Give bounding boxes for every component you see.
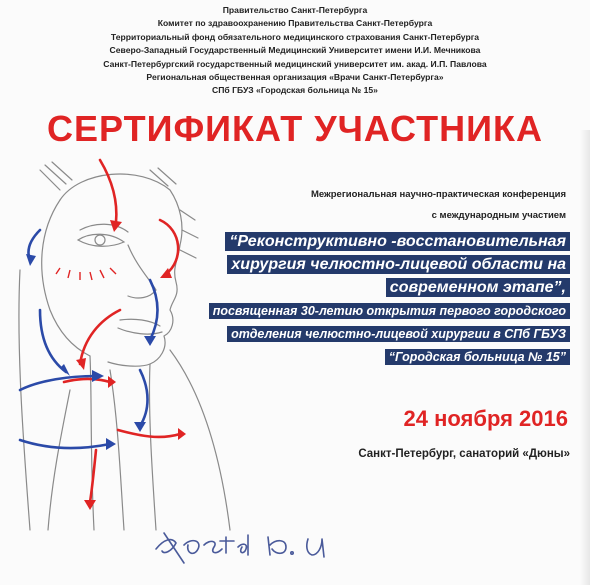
conference-name-block xyxy=(209,232,570,370)
organizer-line: Региональная общественная организация «Врачи Санкт-Петербурга» xyxy=(146,72,444,83)
conference-name-line: хирургия челюстно-лицевой области на xyxy=(227,255,570,274)
dedication-line: отделения челюстно-лицевой хирургии в СПб ГБУЗ xyxy=(227,326,570,342)
organizer-line: Правительство Санкт-Петербурга xyxy=(222,5,368,15)
organizer-line: Санкт-Петербургский государственный медицинский университет им. акад. И.П. Павлова xyxy=(103,58,487,69)
organizer-line: Территориальный фонд обязательного медицинского страхования Санкт-Петербурга xyxy=(110,31,480,42)
conference-type-line: Межрегиональная научно-практическая конференция xyxy=(310,189,566,200)
dedication-line: “Городская больница № 15” xyxy=(385,349,570,365)
organizer-line: СПб ГБУЗ «Городская больница № 15» xyxy=(212,85,378,96)
conference-name-line: современном этапе”, xyxy=(386,278,570,297)
conference-type-line: с международным участием xyxy=(431,210,566,221)
dedication-line: посвященная 30-летию открытия первого городского xyxy=(209,303,570,319)
organizers-list xyxy=(40,4,550,98)
organizer-line: Комитет по здравоохранению Правительства Санкт-Петербурга xyxy=(157,18,433,29)
conference-name-line: “Реконструктивно -восстановительная xyxy=(225,232,570,251)
paper-edge-shadow xyxy=(580,130,590,585)
handwritten-signature xyxy=(150,515,360,575)
event-date: 24 ноября 2016 xyxy=(403,406,568,431)
event-place: Санкт-Петербург, санаторий «Дюны» xyxy=(358,448,570,460)
organizer-line: Северо-Западный Государственный Медицинский Университет имени И.И. Мечникова xyxy=(109,45,481,56)
conference-type xyxy=(311,184,566,226)
certificate-title: СЕРТИФИКАТ УЧАСТНИКА xyxy=(47,108,543,149)
